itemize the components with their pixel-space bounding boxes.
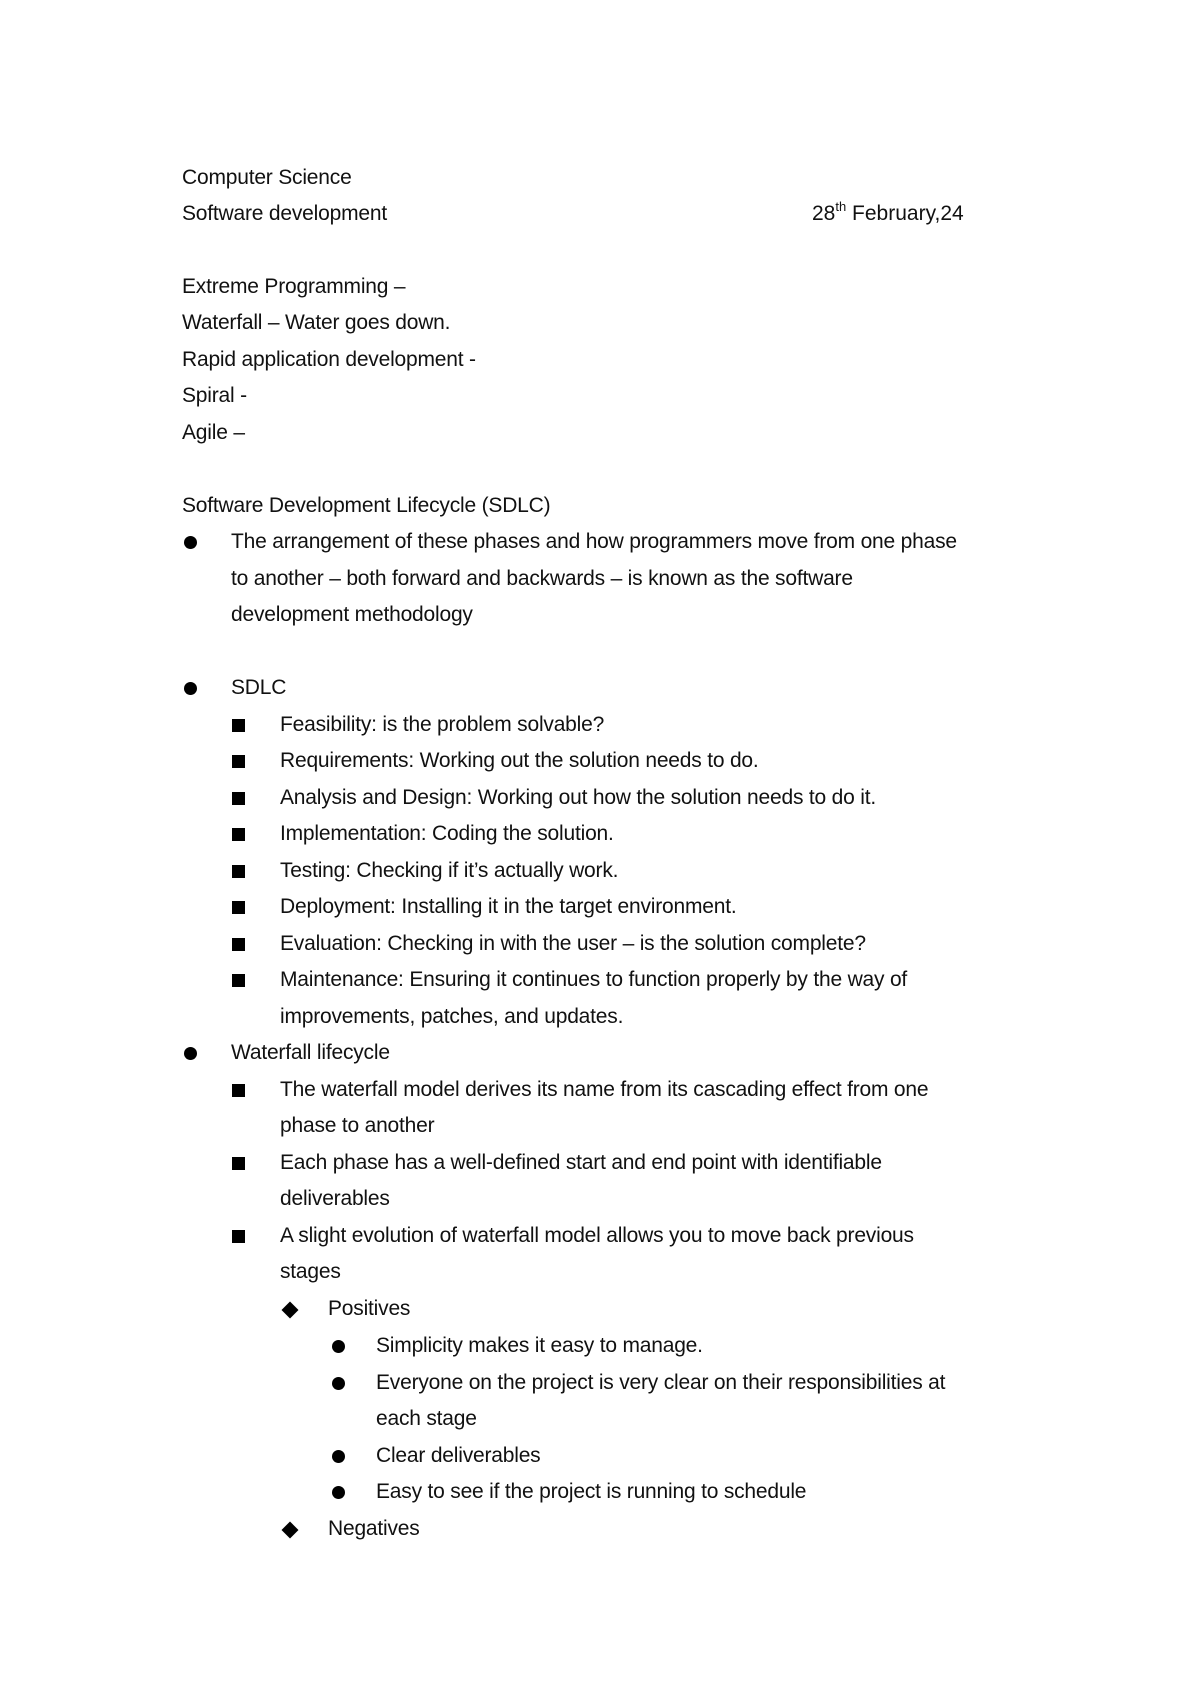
- sdlc-label: SDLC: [231, 676, 287, 699]
- bullet-square-icon: [232, 755, 245, 768]
- positives-label: Positives: [328, 1297, 411, 1320]
- positive-item: Everyone on the project is very clear on their responsibilities at: [376, 1371, 946, 1394]
- bullet-diamond-icon: [282, 1522, 299, 1539]
- sdlc-heading: Software Development Lifecycle (SDLC): [182, 494, 551, 517]
- bullet-diamond-icon: [282, 1302, 299, 1319]
- bullet-circle-icon: [332, 1450, 345, 1463]
- topic-title: Software development: [182, 202, 387, 225]
- document-date: [812, 196, 964, 232]
- waterfall-point: stages: [280, 1260, 341, 1283]
- waterfall-point: Each phase has a well-defined start and end point with identifiable: [280, 1151, 882, 1174]
- intro-line: to another – both forward and backwards – is known as the software: [231, 567, 853, 590]
- bullet-circle-icon: [184, 682, 197, 695]
- bullet-square-icon: [232, 1157, 245, 1170]
- sdlc-phase-item: Deployment: Installing it in the target environment.: [280, 895, 737, 918]
- bullet-square-icon: [232, 901, 245, 914]
- positive-item: each stage: [376, 1407, 477, 1430]
- positive-item: Easy to see if the project is running to schedule: [376, 1480, 807, 1503]
- bullet-square-icon: [232, 828, 245, 841]
- methodology-item: Extreme Programming –: [182, 275, 406, 298]
- sdlc-phase-item: Analysis and Design: Working out how the solution needs to do it.: [280, 786, 876, 809]
- bullet-square-icon: [232, 1084, 245, 1097]
- intro-line: The arrangement of these phases and how programmers move from one phase: [231, 530, 957, 553]
- bullet-square-icon: [232, 1230, 245, 1243]
- intro-line: development methodology: [231, 603, 473, 626]
- waterfall-point: A slight evolution of waterfall model allows you to move back previous: [280, 1224, 914, 1247]
- bullet-square-icon: [232, 938, 245, 951]
- waterfall-point: phase to another: [280, 1114, 435, 1137]
- methodology-item: Rapid application development -: [182, 348, 476, 371]
- maintenance-line: Maintenance: Ensuring it continues to function properly by the way of: [280, 968, 908, 991]
- bullet-square-icon: [232, 865, 245, 878]
- bullet-square-icon: [232, 792, 245, 805]
- subject-title: Computer Science: [182, 166, 352, 189]
- sdlc-phase-item: Requirements: Working out the solution needs to do.: [280, 749, 759, 772]
- waterfall-label: Waterfall lifecycle: [231, 1041, 390, 1064]
- bullet-circle-icon: [184, 536, 197, 549]
- waterfall-point: deliverables: [280, 1187, 390, 1210]
- bullet-circle-icon: [184, 1047, 197, 1060]
- bullet-circle-icon: [332, 1486, 345, 1499]
- sdlc-phase-item: Testing: Checking if it’s actually work.: [280, 859, 619, 882]
- bullet-circle-icon: [332, 1377, 345, 1390]
- methodology-item: Spiral -: [182, 384, 247, 407]
- bullet-square-icon: [232, 974, 245, 987]
- methodology-item: Waterfall – Water goes down.: [182, 311, 451, 334]
- sdlc-phase-item: Evaluation: Checking in with the user – is the solution complete?: [280, 932, 866, 955]
- methodology-item: Agile –: [182, 421, 245, 444]
- bullet-circle-icon: [332, 1340, 345, 1353]
- positive-item: Clear deliverables: [376, 1444, 541, 1467]
- date-rest: February,24: [846, 202, 964, 225]
- date-suffix: th: [835, 199, 847, 214]
- sdlc-phase-item: Feasibility: is the problem solvable?: [280, 713, 605, 736]
- bullet-square-icon: [232, 719, 245, 732]
- positive-item: Simplicity makes it easy to manage.: [376, 1334, 703, 1357]
- date-day: 28: [812, 202, 836, 225]
- maintenance-line: improvements, patches, and updates.: [280, 1005, 624, 1028]
- sdlc-phase-item: Implementation: Coding the solution.: [280, 822, 614, 845]
- negatives-label: Negatives: [328, 1517, 420, 1540]
- waterfall-point: The waterfall model derives its name from its cascading effect from one: [280, 1078, 929, 1101]
